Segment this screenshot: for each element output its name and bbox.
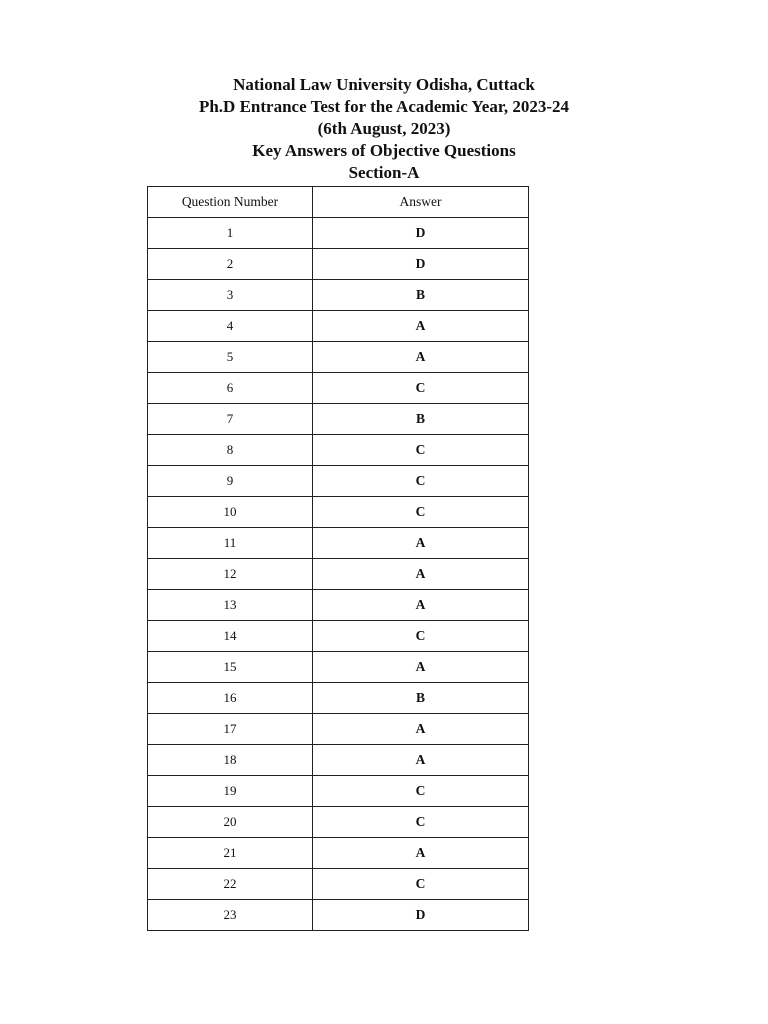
answer-cell: A: [313, 311, 529, 342]
answer-cell: A: [313, 745, 529, 776]
exam-date: (6th August, 2023): [317, 119, 451, 138]
answer-cell: C: [313, 435, 529, 466]
table-row: [148, 900, 529, 931]
question-number-header: Question Number: [148, 187, 313, 218]
table-row: [148, 683, 529, 714]
table-row: [148, 528, 529, 559]
question-number-cell: 16: [148, 683, 313, 714]
table-row: [148, 776, 529, 807]
answer-cell: C: [313, 869, 529, 900]
table-row: [148, 869, 529, 900]
question-number-cell: 18: [148, 745, 313, 776]
question-number-cell: 14: [148, 621, 313, 652]
answer-cell: A: [313, 652, 529, 683]
table-row: [148, 652, 529, 683]
answer-cell: C: [313, 776, 529, 807]
section-label: Section-A: [348, 163, 420, 182]
table-row: [148, 807, 529, 838]
answer-cell: A: [313, 559, 529, 590]
table-row: [148, 838, 529, 869]
question-number-cell: 11: [148, 528, 313, 559]
document-heading: [0, 74, 768, 184]
question-number-cell: 8: [148, 435, 313, 466]
answer-cell: A: [313, 838, 529, 869]
table-row: [148, 249, 529, 280]
question-number-cell: 17: [148, 714, 313, 745]
table-header-row: [148, 187, 529, 218]
table-row: [148, 404, 529, 435]
exam-title: Ph.D Entrance Test for the Academic Year, 2023-24: [198, 97, 570, 116]
question-number-cell: 22: [148, 869, 313, 900]
table-row: [148, 714, 529, 745]
answer-cell: B: [313, 280, 529, 311]
answer-cell: B: [313, 404, 529, 435]
table-row: [148, 621, 529, 652]
question-number-cell: 10: [148, 497, 313, 528]
question-number-cell: 2: [148, 249, 313, 280]
university-name: National Law University Odisha, Cuttack: [233, 75, 535, 94]
answer-cell: D: [313, 249, 529, 280]
answer-cell: D: [313, 218, 529, 249]
table-row: [148, 311, 529, 342]
question-number-cell: 4: [148, 311, 313, 342]
answer-cell: A: [313, 342, 529, 373]
table-row: [148, 497, 529, 528]
table-row: [148, 280, 529, 311]
answer-cell: C: [313, 807, 529, 838]
answer-cell: C: [313, 621, 529, 652]
answer-cell: C: [313, 497, 529, 528]
question-number-cell: 3: [148, 280, 313, 311]
table-row: [148, 435, 529, 466]
question-number-cell: 12: [148, 559, 313, 590]
table-row: [148, 559, 529, 590]
key-answers-title: Key Answers of Objective Questions: [252, 141, 516, 160]
answer-cell: A: [313, 528, 529, 559]
question-number-cell: 15: [148, 652, 313, 683]
answer-cell: D: [313, 900, 529, 931]
question-number-cell: 6: [148, 373, 313, 404]
question-number-cell: 21: [148, 838, 313, 869]
question-number-cell: 20: [148, 807, 313, 838]
answer-cell: C: [313, 466, 529, 497]
table-row: [148, 218, 529, 249]
answer-rows: [148, 218, 529, 931]
table-row: [148, 590, 529, 621]
answer-cell: A: [313, 714, 529, 745]
answer-key-table: [147, 186, 529, 931]
table-row: [148, 466, 529, 497]
question-number-cell: 9: [148, 466, 313, 497]
question-number-cell: 13: [148, 590, 313, 621]
answer-cell: B: [313, 683, 529, 714]
table-row: [148, 342, 529, 373]
answer-cell: A: [313, 590, 529, 621]
question-number-cell: 5: [148, 342, 313, 373]
question-number-cell: 7: [148, 404, 313, 435]
table-row: [148, 745, 529, 776]
answer-header: Answer: [313, 187, 529, 218]
question-number-cell: 23: [148, 900, 313, 931]
table-row: [148, 373, 529, 404]
question-number-cell: 19: [148, 776, 313, 807]
answer-cell: C: [313, 373, 529, 404]
question-number-cell: 1: [148, 218, 313, 249]
